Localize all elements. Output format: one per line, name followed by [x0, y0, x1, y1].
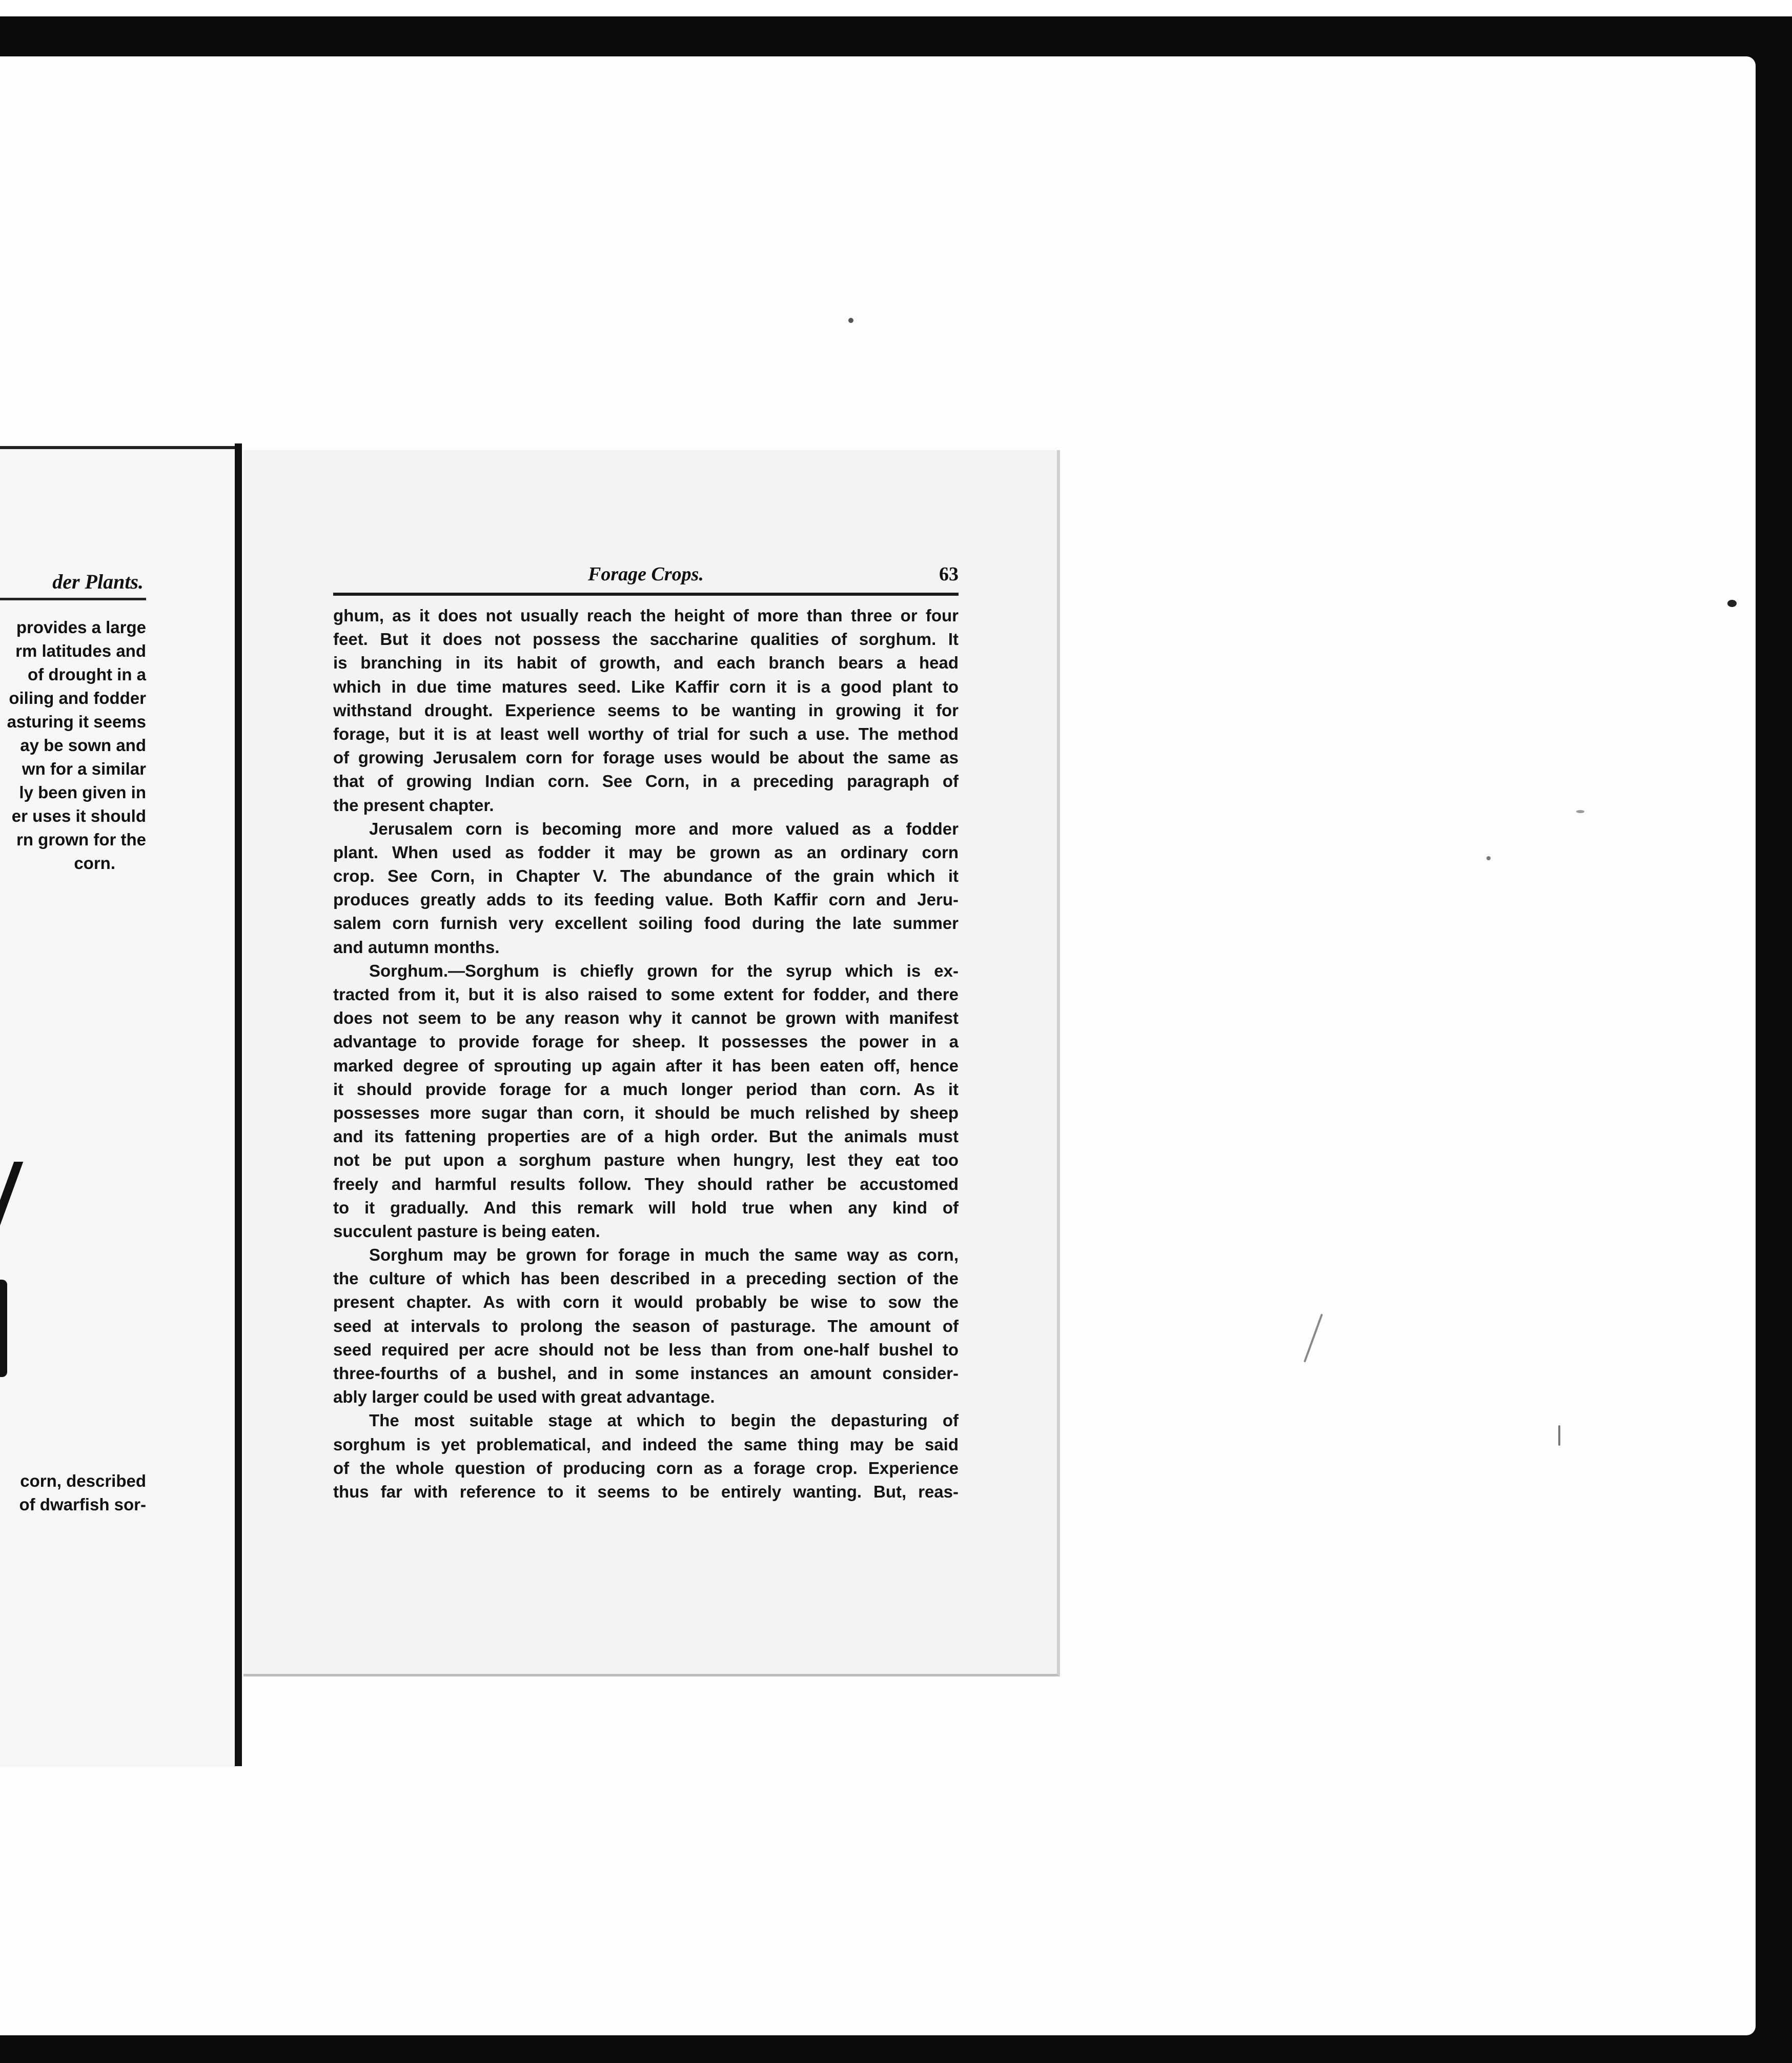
left-line: ly been given in [19, 783, 146, 802]
text-line: Sorghum may be grown for forage in much the same way as corn, [369, 1245, 959, 1265]
left-line: rn grown for the [16, 830, 146, 849]
text-line: is branching in its habit of growth, and each branch bears a head [333, 653, 959, 673]
right-page [243, 450, 1060, 1676]
left-text-top [0, 616, 146, 875]
illustration-fragment [0, 1280, 7, 1377]
text-line: marked degree of sprouting up again after it has been eaten off, hence [333, 1056, 959, 1075]
text-line: —Sorghum is chiefly grown for the syrup which is ex- [448, 961, 959, 980]
left-page [0, 446, 235, 1767]
text-line: it should provide forage for a much longer period than corn. As it [333, 1079, 959, 1099]
text-line: succulent pasture is being eaten. [333, 1221, 600, 1241]
left-line: asturing it seems [7, 712, 146, 731]
text-line: the present chapter. [333, 795, 494, 815]
book-spine [235, 443, 242, 1766]
text-line: which in due time matures seed. Like Kaffir corn it is a good plant to [333, 677, 959, 696]
text-line: seed required per acre should not be less than from one-half bushel to [333, 1340, 959, 1359]
text-line: freely and harmful results follow. They should rather be accustomed [333, 1174, 959, 1194]
left-line: corn, described [20, 1471, 146, 1490]
text-line: not be put upon a sorghum pasture when hungry, lest they eat too [333, 1150, 959, 1170]
text-line: to it gradually. And this remark will hold true when any kind of [333, 1198, 959, 1217]
text-line: that of growing Indian corn. See Corn, in a preceding paragraph of [333, 772, 959, 791]
left-line: wn for a similar [22, 759, 146, 778]
left-line: oiling and fodder [9, 689, 146, 707]
left-line: er uses it should [11, 806, 146, 825]
left-header-rule [0, 598, 146, 600]
text-line: forage, but it is at least well worthy of trial for such a use. The method [333, 724, 959, 743]
left-line: provides a large [16, 618, 146, 637]
text-line: plant. When used as fodder it may be grown as an ordinary corn [333, 842, 959, 862]
left-line: of dwarfish sor- [19, 1495, 146, 1514]
text-line: of growing Jerusalem corn for forage uses would be about the same as [333, 748, 959, 767]
running-head: Forage Crops. [588, 563, 704, 585]
left-text-bottom [0, 1469, 146, 1516]
text-line: tracted from it, but it is also raised to some extent for fodder, and there [333, 985, 959, 1004]
left-line: ay be sown and [20, 736, 146, 755]
text-line: thus far with reference to it seems to be entirely wanting. But, reas- [333, 1482, 959, 1501]
body-text [333, 604, 959, 1504]
page-header [333, 563, 959, 594]
text-line: present chapter. As with corn it would probably be wise to sow the [333, 1292, 959, 1312]
header-rule [333, 593, 959, 596]
text-line: possesses more sugar than corn, it should be much relished by sheep [333, 1103, 959, 1122]
text-line: and autumn months. [333, 937, 500, 957]
text-line: crop. See Corn, in Chapter V. The abundance of the grain which it [333, 866, 959, 886]
text-line: does not seem to be any reason why it cannot be grown with manifest [333, 1008, 959, 1028]
left-line: corn. [74, 854, 115, 873]
text-line: withstand drought. Experience seems to be wanting in growing it for [333, 700, 959, 720]
text-line: produces greatly adds to its feeding value. Both Kaffir corn and Jeru- [333, 890, 959, 909]
scan-speck [1304, 1313, 1323, 1362]
text-line: seed at intervals to prolong the season of pasturage. The amount of [333, 1316, 959, 1336]
text-line: ably larger could be used with great advantage. [333, 1387, 715, 1407]
text-line: and its fattening properties are of a high order. But the animals must [333, 1127, 959, 1146]
text-line: the culture of which has been described in a preceding section of the [333, 1269, 959, 1288]
scan-speck [1558, 1425, 1560, 1446]
sorghum-paragraph-start [333, 959, 959, 983]
scan-speck [1486, 856, 1491, 860]
text-line: advantage to provide forage for sheep. It possesses the power in a [333, 1032, 959, 1051]
text-line: feet. But it does not possess the saccharine qualities of sorghum. It [333, 630, 959, 649]
text-line: The most suitable stage at which to begin the depasturing of [369, 1411, 959, 1430]
scan-speck [1576, 810, 1584, 813]
scan-top-edge [0, 0, 1792, 16]
illustration-fragment [0, 1162, 23, 1239]
text-line: sorghum is yet problematical, and indeed the same thing may be said [333, 1434, 959, 1454]
scan-sheet [0, 56, 1756, 2035]
text-line: of the whole question of producing corn as a forage crop. Experience [333, 1458, 959, 1478]
text-line: salem corn furnish very excellent soiling food during the late summer [333, 914, 959, 933]
text-line: three-fourths of a bushel, and in some instances an amount consider- [333, 1364, 959, 1383]
scan-speck [848, 318, 853, 323]
left-running-head: der Plants. [52, 570, 144, 593]
page-number: 63 [939, 563, 959, 585]
scan-speck [1727, 600, 1737, 607]
text-line: ghum, as it does not usually reach the height of more than three or four [333, 606, 959, 625]
text-line: Jerusalem corn is becoming more and more valued as a fodder [369, 819, 959, 838]
section-heading-sorghum: Sorghum. [369, 961, 448, 980]
left-line: of drought in a [28, 665, 146, 684]
left-line: rm latitudes and [15, 641, 146, 660]
